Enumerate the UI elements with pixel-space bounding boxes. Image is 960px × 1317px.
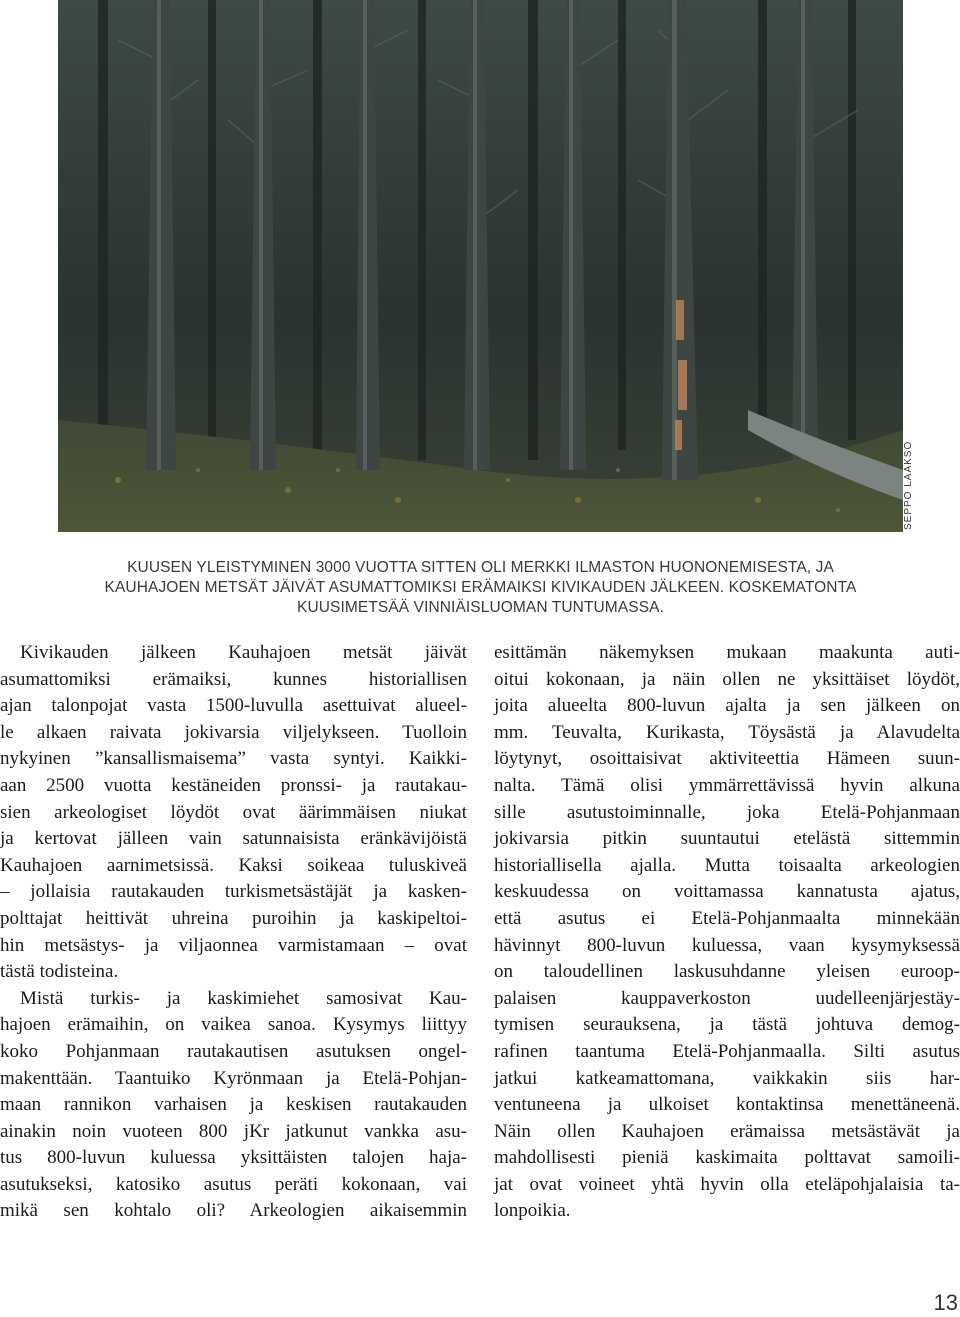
text-line: Kauhajoen aarnimetsissä. Kaksi soikeaa tuluskiveä bbox=[0, 854, 467, 876]
text-line: jat ovat voineet yhtä hyvin olla eteläpohjalaisia ta- bbox=[494, 1173, 960, 1195]
text-line: makenttään. Taantuiko Kyrönmaan ja Etelä-Pohjan- bbox=[0, 1067, 467, 1089]
text-line: Kivikauden jälkeen Kauhajoen metsät jäivät bbox=[20, 642, 467, 663]
caption-line: KUUSIMETSÄÄ VINNIÄISLUOMAN TUNTUMASSA. bbox=[297, 599, 664, 616]
text-line: nalta. Tämä olisi ymmärrettävissä hyvin alkuna bbox=[494, 774, 960, 796]
text-line: löytynyt, osoittaisivat aktiviteettia Hämeen suun- bbox=[494, 748, 960, 770]
text-line: ja kertovat jälleen vain satunnaisista eränkävijöistä bbox=[0, 828, 467, 850]
text-line: palaisen kauppaverkoston uudelleenjärjestäy- bbox=[494, 987, 960, 1009]
text-line: aan 2500 vuotta kestäneiden pronssi- ja rautakau- bbox=[0, 774, 467, 796]
text-line: rafinen taantuma Etelä-Pohjanmaalla. Silti asutus bbox=[494, 1040, 960, 1062]
text-line: hävinnyt 800-luvun kuluessa, vaan kysymyksessä bbox=[494, 934, 960, 956]
forest-photo bbox=[58, 0, 903, 532]
text-column-right bbox=[494, 640, 960, 1225]
text-line: tymisen seurauksena, ja tästä johtuva demog- bbox=[494, 1014, 960, 1036]
photo-caption bbox=[58, 558, 903, 618]
text-line: asutukseksi, katosiko asutus peräti kokonaan, vai bbox=[0, 1173, 467, 1195]
text-line: le alkaen raivata jokivarsia viljelykseen. Tuolloin bbox=[0, 721, 467, 743]
text-line: hajoen erämaihin, on vaikea sanoa. Kysymys liittyy bbox=[0, 1014, 467, 1036]
photo-credit bbox=[903, 430, 923, 530]
text-line: ventuneena ja ulkoiset kontaktinsa menettäneenä. bbox=[494, 1094, 960, 1116]
text-line: polttajat heittivät uhreina puroihin ja kaskipeltoi- bbox=[0, 907, 467, 929]
text-line: koko Pohjanmaan rautakautisen asutuksen ongel- bbox=[0, 1040, 467, 1062]
text-line: hin metsästys- ja viljaonnea varmistamaan – ovat bbox=[0, 934, 467, 956]
text-line: mahdollisesti pieniä kaskimaita polttavat samoili- bbox=[494, 1147, 960, 1169]
text-line: historiallisella ajalla. Mutta toisaalta arkeologien bbox=[494, 854, 960, 876]
page-number: 13 bbox=[933, 1290, 958, 1315]
text-line: jokivarsia pitkin suuntautui etelästä sittemmin bbox=[494, 828, 960, 850]
text-column-left bbox=[0, 640, 467, 1225]
text-line: mikä sen kohtalo oli? Arkeologien aikaisemmin bbox=[0, 1200, 467, 1222]
text-line: jatkui katkeamattomana, vaikkakin siis har- bbox=[494, 1067, 960, 1089]
caption-line: KAUHAJOEN METSÄT JÄIVÄT ASUMATTOMIKSI ERÄMAIKSI KIVIKAUDEN JÄLKEEN. KOSKEMATONTA bbox=[104, 579, 857, 596]
text-line: Mistä turkis- ja kaskimiehet samosivat Kau- bbox=[20, 987, 467, 1009]
photo-credit-text: SEPPO LAAKSO bbox=[903, 440, 914, 530]
text-line: keskuudessa on voittamassa kannatusta ajatus, bbox=[494, 881, 960, 903]
text-line: nykyinen ”kansallismaisema” vasta syntyi. Kaikki- bbox=[0, 748, 467, 770]
text-line: ainakin noin vuoteen 800 jKr jatkunut vankka asu- bbox=[0, 1120, 467, 1142]
text-line: joita alueelta 800-luvun ajalta ja sen jälkeen on bbox=[494, 695, 960, 717]
text-line: lonpoikia. bbox=[494, 1200, 571, 1222]
text-line: että asutus ei Etelä-Pohjanmaalta minnekään bbox=[494, 907, 960, 929]
text-line: sien arkeologiset löydöt ovat äärimmäisen niukat bbox=[0, 801, 467, 823]
text-line: ajan talonpojat vasta 1500-luvulla asettuivat alueel- bbox=[0, 695, 467, 717]
text-line: maan rannikon varhaisen ja keskisen rautakauden bbox=[0, 1094, 467, 1116]
spruce-forest-image bbox=[58, 0, 903, 532]
text-line: oitui kokonaan, ja näin ollen ne yksittäiset löydöt, bbox=[494, 668, 960, 690]
text-line: tus 800-luvun kuluessa yksittäisten talojen haja- bbox=[0, 1147, 467, 1169]
text-line: asumattomiksi erämaiksi, kunnes historiallisen bbox=[0, 668, 467, 690]
text-line: – jollaisia rautakauden turkismetsästäjät ja kasken- bbox=[0, 881, 467, 903]
text-line: on taloudellinen laskusuhdanne yleisen euroop- bbox=[494, 961, 960, 983]
text-line: mm. Teuvalta, Kurikasta, Töysästä ja Alavudelta bbox=[494, 721, 960, 743]
text-line: sille asutustoiminnalle, joka Etelä-Pohjanmaan bbox=[494, 801, 960, 823]
text-line: Näin ollen Kauhajoen erämaissa metsästävät ja bbox=[494, 1120, 960, 1142]
caption-line: KUUSEN YLEISTYMINEN 3000 VUOTTA SITTEN OLI MERKKI ILMASTON HUONONEMISESTA, JA bbox=[127, 559, 834, 576]
text-line: tästä todisteina. bbox=[0, 961, 119, 983]
text-line: esittämän näkemyksen mukaan maakunta auti- bbox=[494, 642, 960, 663]
